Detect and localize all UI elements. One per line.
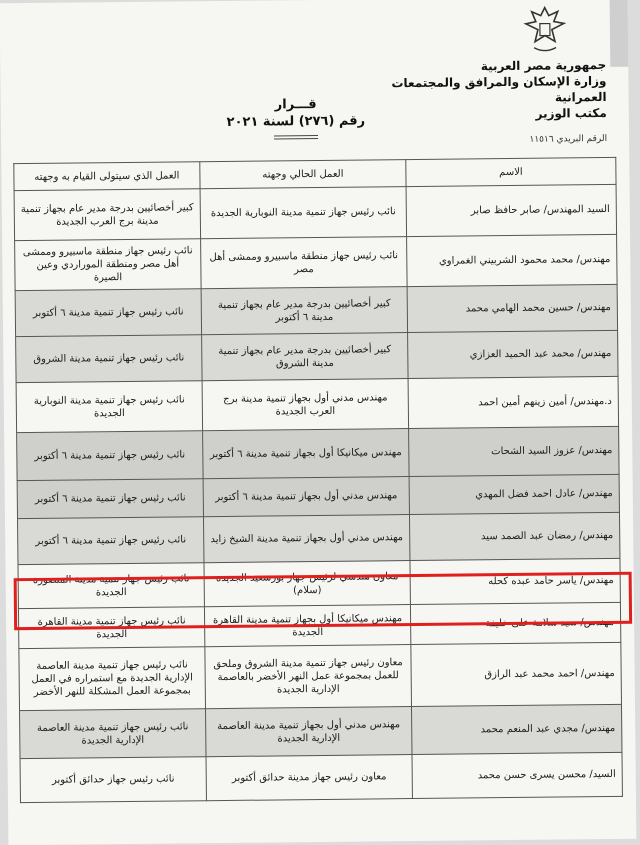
- table-row: [20, 752, 622, 802]
- current-job: مهندس مدني أول بجهاز تنمية مدينة ٦ أكتوبر: [203, 477, 409, 517]
- table-row: [19, 642, 622, 710]
- current-job: مهندس مدني أول بجهاز تنمية مدينة برج العرب الجديدة: [202, 379, 409, 431]
- title-underline: [274, 135, 318, 139]
- table-row: [18, 512, 620, 564]
- new-job: نائب رئيس جهاز تنمية مدينة الشروق: [16, 335, 202, 383]
- current-job: معاون هندسي لرئيس جهاز بورسعيد الجديدة (سلام): [204, 561, 410, 607]
- person-name: مهندس/ عادل احمد فضل المهدي: [409, 474, 619, 514]
- column-header-new-job: العمل الذي سيتولى القيام به وجهته: [14, 162, 200, 191]
- person-name: مهندس/ رمضان عبد الصمد سيد: [409, 512, 619, 560]
- ministry-header: [346, 57, 607, 150]
- table-row: [15, 234, 617, 290]
- person-name: مهندس/ سيد سلامة على خليفة: [410, 602, 620, 644]
- office-name: مكتب الوزير: [535, 105, 607, 121]
- current-job: نائب رئيس جهاز تنمية مدينة النوبارية الجديدة: [200, 187, 407, 239]
- new-job: نائب رئيس جهاز تنمية مدينة ٦ أكتوبر: [15, 289, 201, 337]
- current-job: كبير أخصائيين بدرجة مدير عام بجهاز تنمية مدينة الشروق: [202, 333, 408, 381]
- current-job: معاون رئيس جهاز مدينة حدائق أكتوبر: [206, 755, 412, 801]
- decree-title: قـــرار: [274, 96, 317, 113]
- ministry-name: وزارة الإسكان والمرافق والمجتمعات العمرانية: [391, 73, 607, 105]
- current-job: مهندس ميكانيكا أول بجهاز تنمية مدينة القاهرة الجديدة: [204, 605, 410, 647]
- new-job: نائب رئيس جهاز تنمية مدينة ٦ أكتوبر: [18, 517, 204, 565]
- column-header-current-job: العمل الحالي وجهته: [200, 160, 406, 189]
- decree-number: رقم (٢٧٦) لسنة ٢٠٢١: [226, 113, 366, 130]
- column-header-name: الاسم: [406, 157, 616, 186]
- new-job: نائب رئيس جهاز تنمية مدينة القاهرة الجديدة: [18, 607, 204, 649]
- appointments-table: [13, 157, 623, 803]
- current-job: معاون رئيس جهاز تنمية مدينة الشروق وملحق للعمل بمجموعة عمل النهر الأخضر بالعاصمة الإدارية الجديدة: [205, 645, 412, 709]
- decree-title-block: [211, 96, 381, 140]
- current-job: كبير أخصائيين بدرجة مدير عام بجهاز تنمية مدينة ٦ أكتوبر: [201, 287, 407, 335]
- edge-shadow: [610, 0, 629, 67]
- table-row: [15, 284, 617, 336]
- person-name: د.مهندس/ أمين زينهم أمين احمد: [408, 376, 619, 428]
- country-name: جمهورية مصر العربية: [480, 57, 607, 74]
- current-job: نائب رئيس جهاز منطقة ماسبيرو وممشى أهل مصر: [201, 237, 408, 289]
- person-name: السيد المهندس/ صابر حافظ صابر: [406, 184, 617, 236]
- table-row: [20, 704, 622, 758]
- person-name: مهندس/ احمد محمد عبد الرازق: [411, 642, 622, 706]
- new-job: نائب رئيس جهاز تنمية مدينة العاصمة الإدارية الجديدة: [20, 709, 206, 759]
- new-job: نائب رئيس جهاز منطقة ماسبيرو وممشى أهل مصر ومنطقة الموراردي وعين الصيرة: [15, 239, 202, 291]
- new-job: نائب رئيس جهاز حدائق أكتوبر: [20, 757, 206, 803]
- table-row: [18, 602, 620, 648]
- table-row: [14, 184, 616, 240]
- person-name: مهندس/ محمد عبد الحميد العزازي: [408, 330, 618, 378]
- current-job: مهندس مدني أول بجهاز تنمية مدينة الشيخ زايد: [203, 515, 409, 563]
- new-job: كبير أخصائيين بدرجة مدير عام بجهاز تنمية مدينة برج العرب الجديدة: [14, 189, 201, 241]
- person-name: السيد/ محسن يسرى حسن محمد: [412, 752, 622, 798]
- person-name: مهندس/ محمد محمود الشربيني الغمراوي: [407, 234, 618, 286]
- table-row: [17, 426, 619, 480]
- table-row: [16, 376, 618, 432]
- table-row: [18, 558, 620, 608]
- person-name: مهندس/ ياسر حامد عبده كحله: [410, 558, 620, 604]
- new-job: نائب رئيس جهاز تنمية مدينة النوبارية الجديدة: [16, 381, 203, 433]
- current-job: مهندس ميكانيكا أول بجهاز تنمية مدينة ٦ أكتوبر: [203, 429, 409, 479]
- postal-code: الرقم البريدي ١١٥١٦: [529, 133, 608, 145]
- new-job: نائب رئيس جهاز تنمية مدينة ٦ أكتوبر: [17, 431, 203, 481]
- new-job: نائب رئيس جهاز تنمية مدينة ٦ أكتوبر: [17, 479, 203, 519]
- person-name: مهندس/ حسين محمد الهامي محمد: [407, 284, 617, 332]
- eagle-emblem-icon: [522, 3, 569, 55]
- current-job: مهندس مدني أول بجهاز تنمية مدينة العاصمة الإدارية الجديدة: [206, 707, 412, 757]
- new-job: نائب رئيس جهاز تنمية مدينة المنصورة الجديدة: [18, 563, 204, 609]
- person-name: مهندس/ مجدي عبد المنعم محمد: [411, 704, 621, 754]
- person-name: مهندس/ عزوز السيد الشحات: [409, 426, 619, 476]
- new-job: نائب رئيس جهاز تنمية مدينة العاصمة الإدارية الجديدة مع استمراره في العمل بمجموعة العمل المشكلة للنهر الأخضر: [19, 647, 206, 711]
- table-row: [16, 330, 618, 382]
- table-row: [17, 474, 619, 518]
